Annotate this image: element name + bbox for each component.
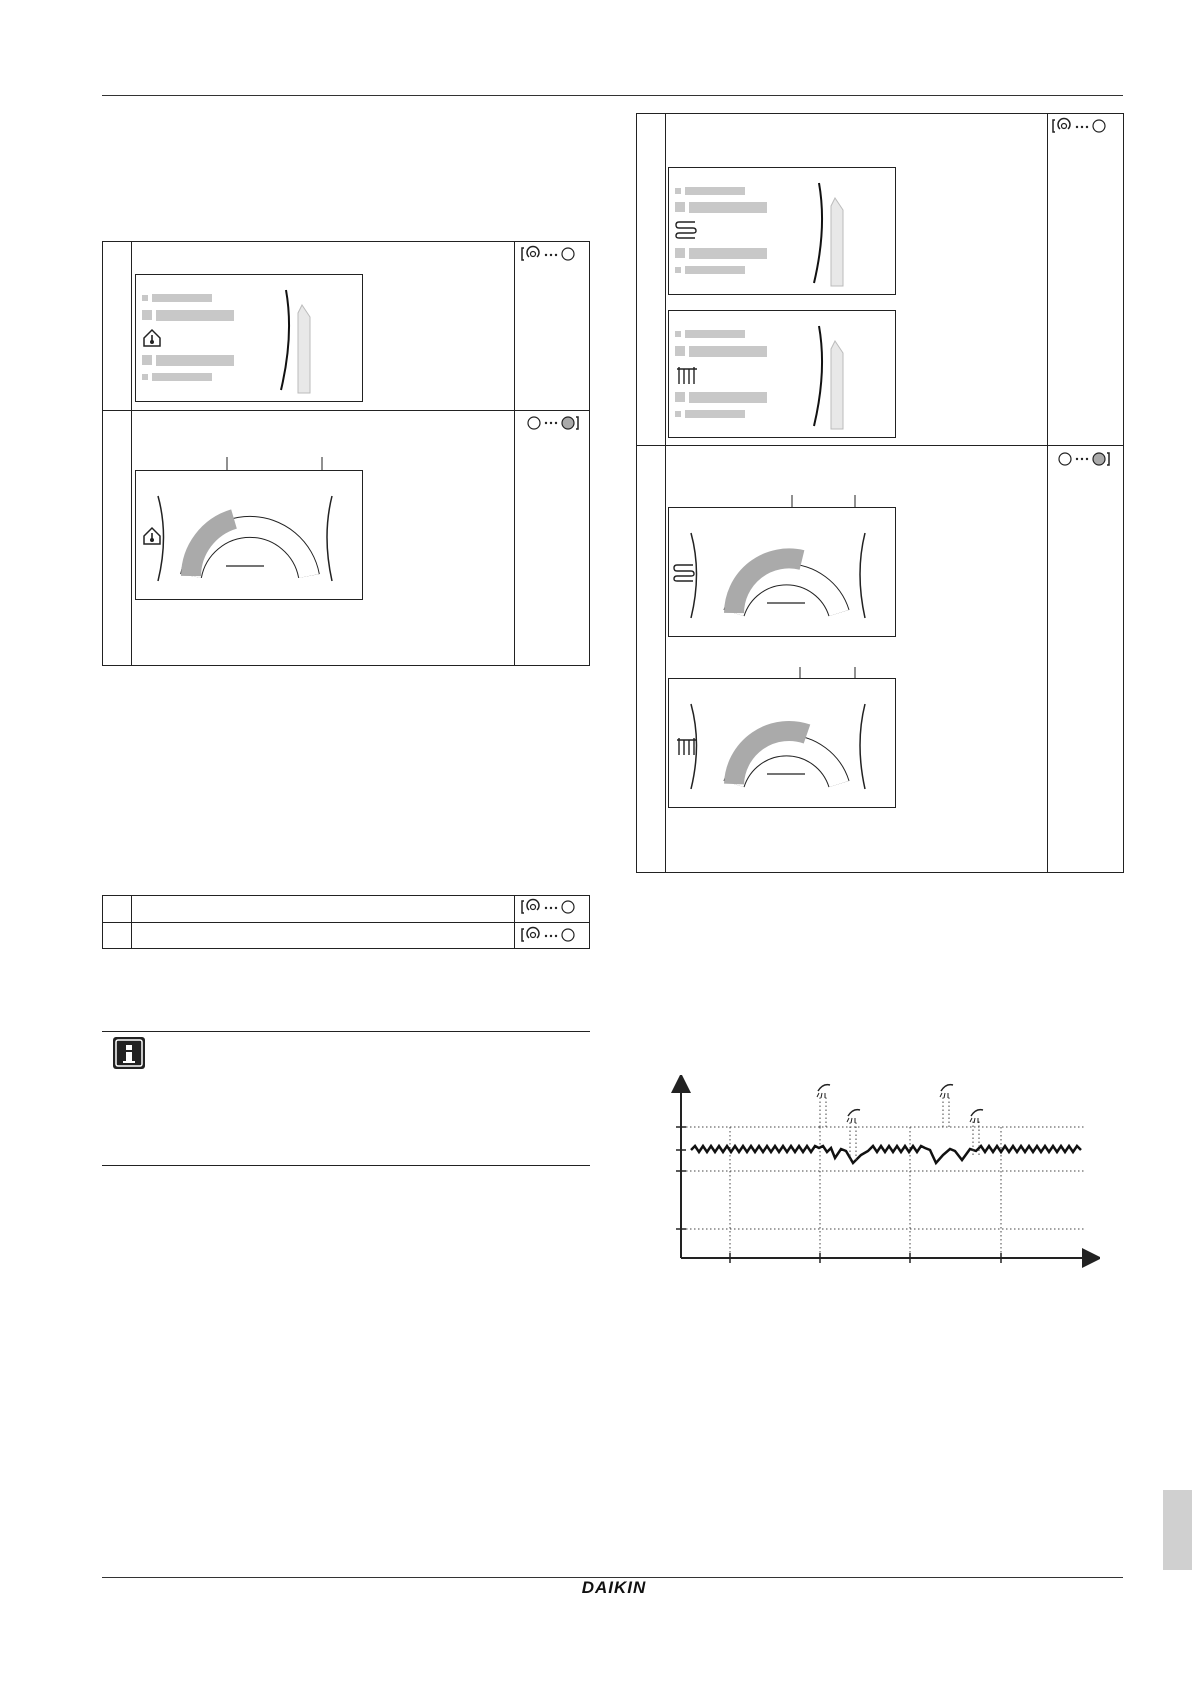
- house-thermometer-icon: [142, 328, 162, 348]
- gauge-screen-room: [135, 470, 363, 600]
- menu-screen-radiator: [668, 310, 896, 438]
- radiator-icon: [675, 736, 699, 756]
- chapter-tab: [1163, 1490, 1192, 1570]
- table-col-divider: [1047, 113, 1048, 873]
- radiator-icon: [675, 365, 699, 385]
- table-col-divider: [665, 113, 666, 873]
- rotary-knob-icon: [521, 926, 591, 944]
- menu-screen-room: [135, 274, 363, 402]
- rotary-knob-icon: [521, 898, 591, 916]
- table-col-divider: [131, 241, 132, 666]
- circle-indicator-icon: [1052, 450, 1122, 468]
- gauge-screen-underfloor: [668, 507, 896, 637]
- info-icon: [111, 1035, 147, 1071]
- table-row-divider: [102, 922, 590, 923]
- house-thermometer-icon: [142, 526, 162, 546]
- menu-screen-underfloor: [668, 167, 896, 295]
- daikin-logo: DAIKIN: [581, 1578, 647, 1597]
- note-bottom-rule: [102, 1165, 590, 1166]
- gauge-screen-radiator: [668, 678, 896, 808]
- shower-icon: [817, 1085, 830, 1127]
- shower-icon: [940, 1085, 953, 1127]
- table-row-divider: [102, 410, 590, 411]
- underfloor-heating-icon: [673, 563, 697, 583]
- table-col-divider: [514, 241, 515, 666]
- rotary-knob-icon: [1052, 117, 1122, 135]
- circle-indicator-icon: [521, 414, 591, 432]
- note-top-rule: [102, 1031, 590, 1032]
- table-row-divider: [636, 445, 1124, 446]
- header-rule: [102, 95, 1123, 96]
- underfloor-heating-icon: [675, 220, 699, 240]
- rotary-knob-icon: [521, 245, 591, 263]
- hot-water-temperature-diagram: [660, 1075, 1100, 1270]
- shower-icon: [847, 1110, 860, 1160]
